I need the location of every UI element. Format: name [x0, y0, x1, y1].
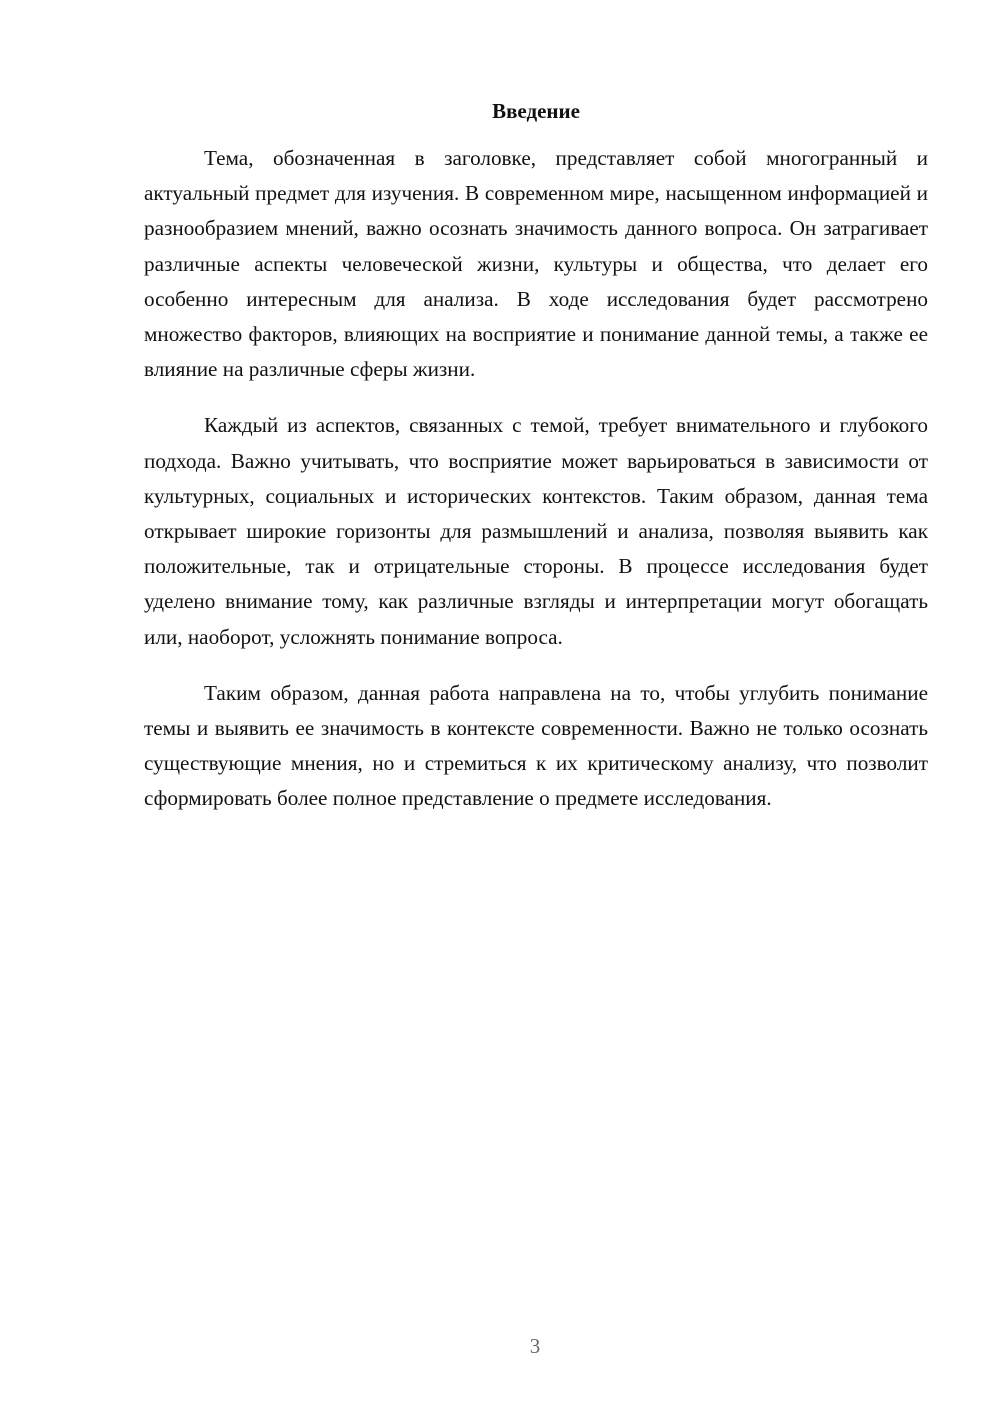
- paragraph-1: Тема, обозначенная в заголовке, представляет собой многогранный и актуальный предмет для изучения. В современном мире, насыщенном информацией и разнообразием мнений, важно осознать значимость данного вопроса. Он затрагивает различные аспекты человеческой жизни, культуры и общества, что делает его особенно интересным для анализа. В ходе исследования будет рассмотрено множество факторов, влияющих на восприятие и понимание данной темы, а также ее влияние на различные сферы жизни.: [144, 146, 928, 382]
- page-number: 3: [529, 1334, 541, 1358]
- section-heading: Введение: [492, 99, 580, 123]
- paragraph-3: Таким образом, данная работа направлена на то, чтобы углубить понимание темы и выявить ее значимость в контексте современности. Важно не только осознать существующие мнения, но и стремиться к их критическому анализу, что позволит сформировать более полное представление о предмете исследования.: [144, 680, 928, 811]
- page-content: [144, 96, 928, 838]
- paragraph-2: Каждый из аспектов, связанных с темой, требует внимательного и глубокого подхода. Важно учитывать, что восприятие может варьироваться в зависимости от культурных, социальных и исторических контекстов. Таким образом, данная тема открывает широкие горизонты для размышлений и анализа, позволяя выявить как положительные, так и отрицательные стороны. В процессе исследования будет уделено внимание тому, как различные взгляды и интерпретации могут обогащать или, наоборот, усложнять понимание вопроса.: [144, 413, 928, 649]
